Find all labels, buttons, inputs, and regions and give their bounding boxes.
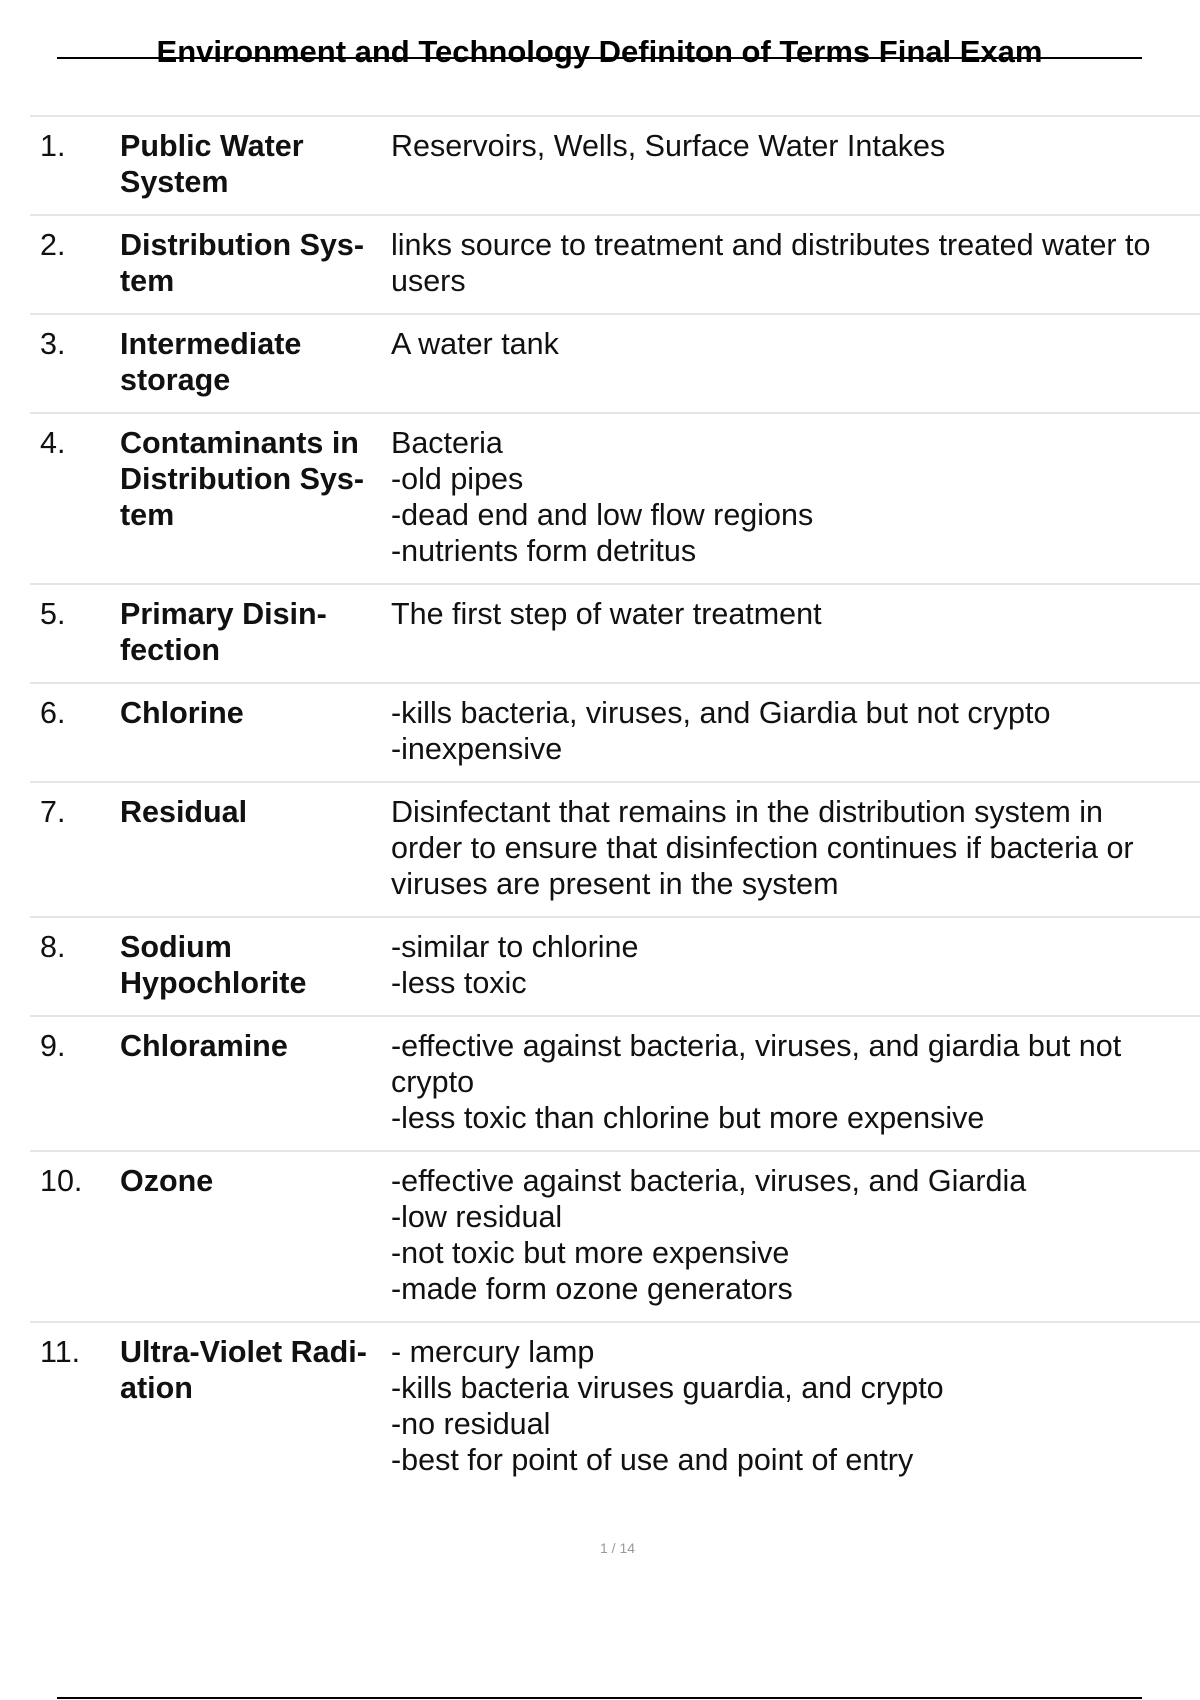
document-title: Environment and Technology Definiton of Terms Final Exam (156, 34, 1043, 69)
term-row (30, 115, 1200, 214)
term-number: 9. (40, 1029, 66, 1063)
term-row (30, 781, 1200, 916)
term-name: Ozone (120, 1164, 214, 1198)
term-definition: - mercury lamp -kills bacteria viruses guardia, and crypto -no residual -best for point of use and point of entry (391, 1335, 944, 1477)
term-definition: -similar to chlorine -less toxic (391, 930, 639, 1000)
term-number: 7. (40, 795, 66, 829)
term-row (30, 1321, 1200, 1492)
term-number: 8. (40, 930, 66, 964)
term-number: 2. (40, 228, 66, 262)
term-number: 1. (40, 129, 66, 163)
page-indicator: 1 / 14 (599, 1540, 636, 1556)
term-name: Public Water System (120, 129, 304, 199)
term-row (30, 583, 1200, 682)
term-definition: -effective against bacteria, viruses, and giardia but not crypto -less toxic than chlorine but more expensive (391, 1029, 1122, 1135)
term-name: Ultra-Violet Radi- ation (120, 1335, 367, 1405)
term-row (30, 1015, 1200, 1150)
term-number: 3. (40, 327, 66, 361)
term-definition: -effective against bacteria, viruses, and Giardia -low residual -not toxic but more expensive -made form ozone generators (391, 1164, 1027, 1306)
footer-rule (57, 1697, 1142, 1699)
term-name: Contaminants in Distribution Sys- tem (120, 426, 365, 532)
term-name: Intermediate storage (120, 327, 302, 397)
term-definition: Reservoirs, Wells, Surface Water Intakes (391, 129, 946, 163)
term-name: Chlorine (120, 696, 244, 730)
term-name: Residual (120, 795, 248, 829)
term-name: Primary Disin- fection (120, 597, 327, 667)
term-definition: A water tank (391, 327, 559, 361)
terms-list (30, 115, 1200, 1492)
term-number: 5. (40, 597, 66, 631)
term-row (30, 682, 1200, 781)
document-header (57, 30, 1142, 78)
term-number: 6. (40, 696, 66, 730)
term-row (30, 214, 1200, 313)
term-definition: -kills bacteria, viruses, and Giardia but not crypto -inexpensive (391, 696, 1051, 766)
term-number: 11. (40, 1335, 81, 1369)
term-definition: Disinfectant that remains in the distribution system in order to ensure that disinfection continues if bacteria or viruses are present in the system (391, 795, 1134, 901)
term-name: Chloramine (120, 1029, 288, 1063)
term-number: 10. (40, 1164, 83, 1198)
term-row (30, 1150, 1200, 1321)
term-row (30, 412, 1200, 583)
term-number: 4. (40, 426, 66, 460)
term-row (30, 916, 1200, 1015)
term-definition: links source to treatment and distributes treated water to users (391, 228, 1151, 298)
term-name: Sodium Hypochlorite (120, 930, 307, 1000)
term-row (30, 313, 1200, 412)
term-name: Distribution Sys- tem (120, 228, 365, 298)
term-definition: The first step of water treatment (391, 597, 822, 631)
term-definition: Bacteria -old pipes -dead end and low flow regions -nutrients form detritus (391, 426, 814, 568)
